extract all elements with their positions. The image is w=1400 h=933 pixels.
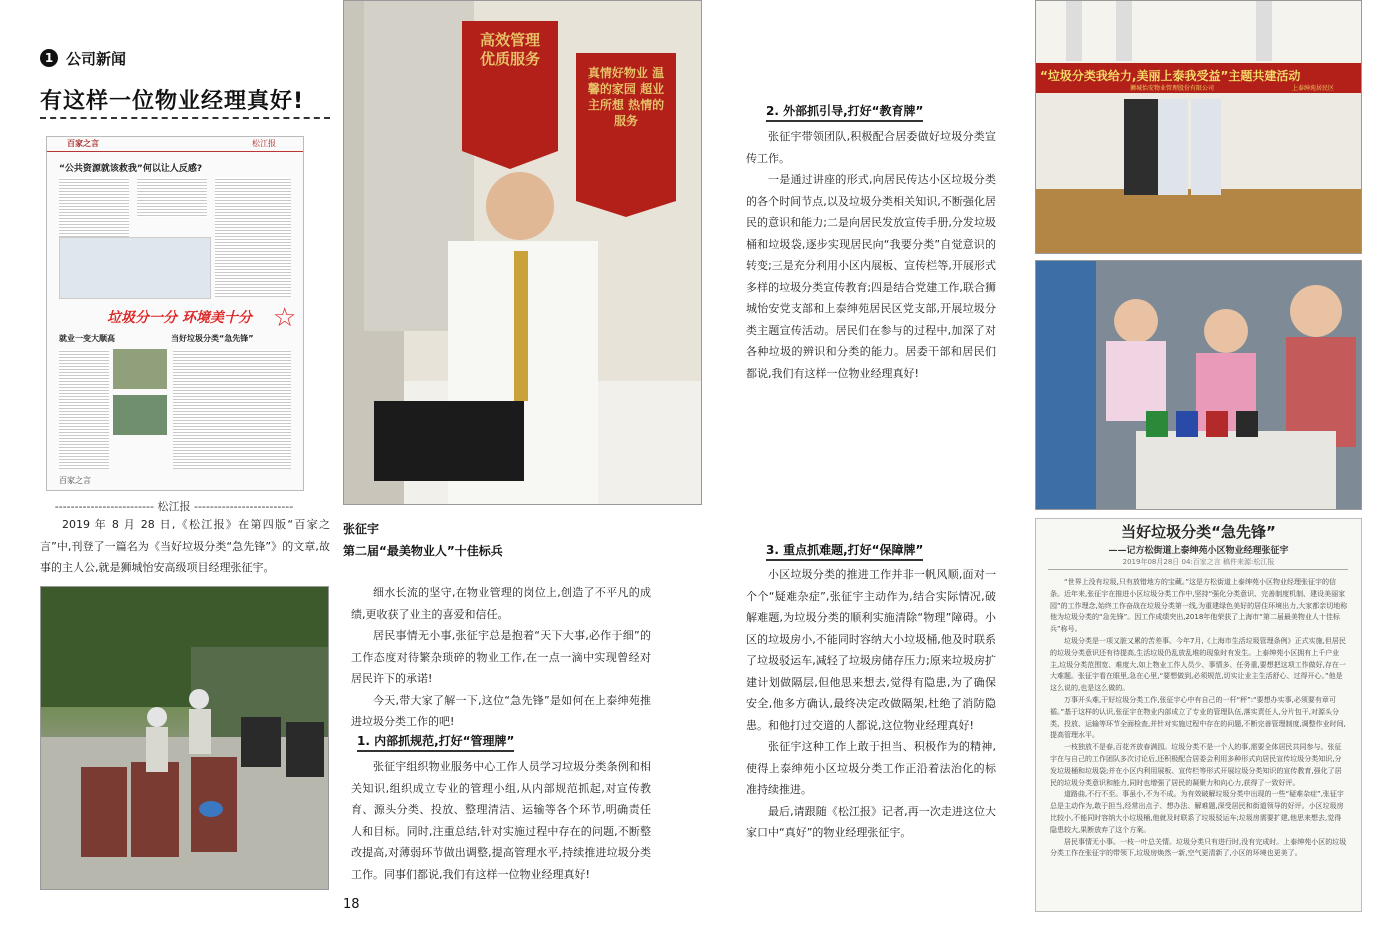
intro-paragraph: 2019 年 8 月 28 日,《松江报》在第四版“百家之言”中,刊登了一篇名为《当好垃圾分类“急先锋”》的文章,故事的主人公,就是狮城怡安高级项目经理张征宇。 [40,518,330,574]
section2-paragraph: 一是通过讲座的形式,向居民传达小区垃圾分类的各个时间节点,以及垃圾分类相关知识,不断强化居民的意识和能力;二是向居民发放宣传手册,分发垃圾桶和垃圾袋,逐步实现居民向“我要分类”自觉意识的转变;三是充分利用小区内展板、宣传栏等,开展形式多样的垃圾分类宣传教育;四是结合党建工作,联合狮城怡安党支部和上泰绅苑居民区党支部,开展垃圾分类主题宣传活动。居民们在参与的过程中,加深了对各种垃圾的辨识和分类的能力。居委干部和居民们都说,我们有这样一位物业经理真好! [746,173,996,380]
section2-body-block [746,126,996,384]
page-headline [40,84,304,115]
clipping-text-column [173,349,291,469]
section3-paragraph: 张征宇这种工作上敢于担当、积极作为的精神,使得上泰绅苑小区垃圾分类工作正沿着法治化的标准持续推进。 [746,740,996,796]
middle-paragraph: 细水长流的坚守,在物业管理的岗位上,创造了不平凡的成绩,更收获了业主的喜爱和信任。 [351,586,651,621]
clipping-text-column [137,177,207,217]
section2-paragraph: 张征宇带领团队,积极配合居委做好垃圾分类宣传工作。 [746,130,996,165]
article-body [1050,577,1348,902]
section-number-badge: 1 [40,49,58,67]
headline-text: 有这样一位物业经理真好 [40,89,294,114]
clipping-paper-name: 百家之言 [67,139,99,148]
section3-paragraph: 小区垃圾分类的推进工作并非一帆风顺,面对一个个“疑难杂症”,张征宇主动作为,结合实际情况,破解难题,为垃圾分类的顺利实施清除“物理”障碍。小区的垃圾房小,不能同时容纳大小垃圾桶,他及时联系了垃圾驳运车,减轻了垃圾房储存压力;原来垃圾房扩建计划做隔层,但他思来想去,觉得有隐患,为了确保安全,他多方确认,最终决定改做隔架,杜绝了消防隐患。和他打过交道的人都说,这位物业经理真好! [746,568,996,732]
newspaper-clipping [46,136,304,491]
clipping-sub-right: 当好垃圾分类“急先锋” [171,334,254,343]
article-paragraph: 居民事情无小事。一枝一叶总关情。垃圾分类只有进行时,没有完成时。上泰绅苑小区的垃圾分类工作在张征宇的带领下,垃圾房焕然一新,空气更清新了,小区的环境也更美了。 [1050,837,1347,858]
photo-children-sorting-art [1036,261,1361,509]
section2-title: 2. 外部抓引导,打好“教育牌” [766,102,923,122]
clipping-masthead: 松江报 [252,139,276,148]
middle-intro [351,582,651,733]
clipping-headline: “公共资源就该救我”何以让人反感? [59,164,203,174]
headline-divider [40,117,330,119]
middle-paragraph: 居民事情无小事,张征宇总是抱着“天下大事,必作于细”的工作态度对待繁杂琐碎的物业工作,在一点一滴中实现曾经对居民许下的承诺! [351,629,651,685]
photo-garbage-bins-art [41,587,328,889]
section1-title: 1. 内部抓规范,打好“管理牌” [357,732,514,752]
profile-award: 第二届“最美物业人”十佳标兵 [343,544,503,558]
middle-paragraph: 今天,带大家了解一下,这位“急先锋”是如何在上泰绅苑推进垃圾分类工作的吧! [351,693,651,728]
section-label: 公司新闻 [66,50,127,68]
article-title: 当好垃圾分类“急先锋” [1121,523,1276,541]
clipping-photo [113,395,167,435]
article-paragraph: “世界上没有垃圾,只有放错地方的宝藏。”这是方松街道上泰绅苑小区物业经理张征宇的信条。近年来,张征宇在推进小区垃圾分类工作中,坚持“强化分类意识、完善制度机制、建设美丽家园”的工作理念,始终工作奋战在垃圾分类第一线,为重建绿色美好的居住环境出力,大家都亲切地称他为垃圾分类的“急先锋”。因工作成绩突出,2018年他荣获了上海市“第二届最美物业人十佳标兵”称号。 [1050,578,1348,634]
photo-event-group-art [1036,1,1361,253]
photo-garbage-bins [40,586,329,890]
photo-manager-portrait [343,0,702,505]
clipping-text-column [215,177,291,297]
article-clipping [1035,518,1362,912]
event-banner-left: 狮城怡安物业管理股份有限公司 [1130,85,1215,92]
section1-body-block [351,756,651,885]
photo-event-group [1035,0,1362,254]
event-banner-text: “垃圾分类我给力,美丽上泰我受益”主题共建活动 [1040,69,1301,83]
banner-right-text: 真情好物业 温馨的家园 超业主所想 热情的服务 [587,66,665,128]
star-icon: ☆ [273,303,297,333]
article-paragraph: 道路曲,不行不至。事虽小,不为不成。为有效破解垃圾分类中出现的一些“疑难杂症”,张征宇总是主动作为,敢于担当,经常出点子、想办法、解难题,深受居民和街道领导的好评。小区垃圾房比较小,不能同时容纳大小垃圾桶,他就及时联系了垃圾驳运车;垃圾房需要扩建,他思来想去,觉得隐患较大,果断放弃了这个方案。 [1050,790,1344,834]
section3-body-block [746,564,996,844]
article-paragraph: 一枝独放不是春,百花齐放春满园。垃圾分类不是一个人的事,需要全体居民共同参与。张征宇在与自己的工作团队多次讨论后,还积极配合居委会利用多种形式向居民宣传垃圾分类知识,分发垃圾桶和垃圾袋;并在小区内利用展板、宣传栏等形式开展垃圾分类知识的宣传教育,强化了居民的垃圾分类意识和能力,同时也增强了居民的凝聚力和向心力,获得了一致好评。 [1050,743,1342,787]
profile-name: 张征宇 [343,522,380,536]
clipping-banner: 垃圾分一分 环境美十分 [107,310,252,326]
article-paragraph: 万事开头难,干好垃圾分类工作,张征宇心中有自己的一杆“秤”:“要想办实事,必须要有章可循。”基于这样的认识,张征宇在物业内部成立了专业的管理队伍,落实责任人,分片包干,对源头分类、投放、运输等环节全面检查,并针对实施过程中存在的问题,不断完善管理制度,调整作业时间,提高管理水平。 [1050,695,1346,740]
page-number: 18 [343,897,360,912]
headline-mark: ! [293,89,305,114]
clipping-source-caption: ------------------------- 松江报 ------------------------- [54,500,294,513]
article-divider [1048,569,1348,570]
section3-paragraph: 最后,请跟随《松江报》记者,再一次走进这位大家口中“真好”的物业经理张征宇。 [746,804,996,839]
section1-body: 张征宇组织物业服务中心工作人员学习垃圾分类条例和相关知识,组织成立专业的管理小组,从内部规范抓起,对宣传教育、源头分类、投放、整理清洁、运输等各个环节,明确责任人和目标。同时,注重总结,针对实施过程中存在的问题,不断整改提高,对薄弱环节做出调整,提高管理水平,持续推进垃圾分类工作。同事们都说,我们有这样一位物业经理真好! [351,760,651,881]
clipping-photo [113,349,167,389]
event-banner-right: 上泰绅苑居民区 [1292,85,1335,92]
photo-children-sorting [1035,260,1362,510]
clipping-footer: 百家之言 [59,476,91,485]
banner-left-text: 高效管理 优质服务 [479,31,540,68]
clipping-cartoon-image [59,237,211,299]
article-paragraph: 垃圾分类是一项又脏又累的苦差事。今年7月,《上海市生活垃圾管理条例》正式实施,但居民的垃圾分类意识还有待提高,生活垃圾仍乱放乱堆的现象时有发生。上泰绅苑小区拥有上千户业主,垃圾分类范围宽、难度大,如上物业工作人员少、事情多、任务重,要想把这项工作做好,存在一大难题。张征宇看在眼里,急在心里,“要想做到,必须规范,切实让业主生活舒心、过得开心。”他是这么说的,也是这么做的。 [1050,636,1346,693]
section3-title: 3. 重点抓难题,打好“保障牌” [766,541,923,561]
clipping-sub-left: 就业一变大顺高 [59,334,115,343]
clipping-text-column [59,349,109,469]
article-meta: 2019年08月28日 04:百家之言 稿件来源:松江报 [1122,558,1275,566]
article-subtitle: ——记方松街道上泰绅苑小区物业经理张征宇 [1108,546,1289,556]
